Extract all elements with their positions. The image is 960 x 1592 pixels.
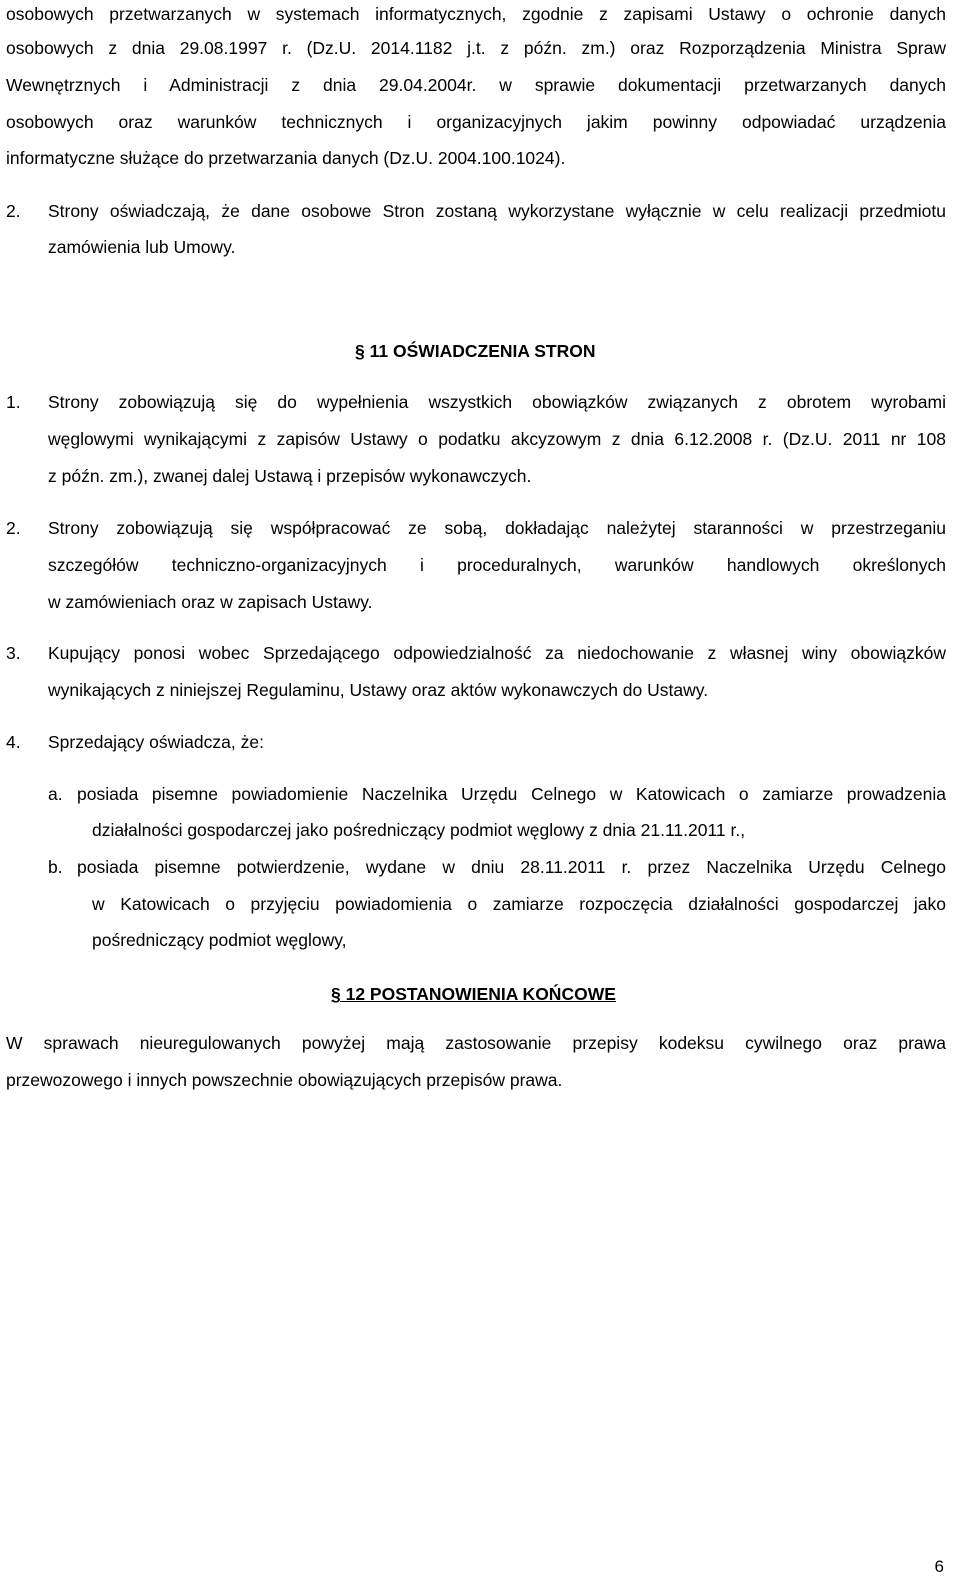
- text-line: szczegółów techniczno-organizacyjnych i proceduralnych, warunków handlowych określonych: [48, 555, 946, 575]
- section-heading: § 12 POSTANOWIENIA KOŃCOWE: [331, 984, 616, 1004]
- item-number: 3.: [6, 643, 21, 663]
- text-line: posiada pisemne powiadomienie Naczelnika Urzędu Celnego w Katowicach o zamiarze prowadzenia: [77, 784, 946, 804]
- subitem-letter: b.: [48, 857, 63, 877]
- text-line: Strony zobowiązują się do wypełnienia wszystkich obowiązków związanych z obrotem wyrobami: [48, 392, 946, 412]
- item-number: 2.: [6, 518, 21, 538]
- text-line: przewozowego i innych powszechnie obowiązujących przepisów prawa.: [6, 1070, 563, 1090]
- text-line: pośredniczący podmiot węglowy,: [92, 930, 347, 950]
- item-number: 2.: [6, 201, 21, 221]
- text-line: wynikających z niniejszej Regulaminu, Ustawy oraz aktów wykonawczych do Ustawy.: [48, 680, 709, 700]
- text-line: osobowych oraz warunków technicznych i organizacyjnych jakim powinny odpowiadać urządzenia: [6, 112, 946, 132]
- text-line: W sprawach nieuregulowanych powyżej mają zastosowanie przepisy kodeksu cywilnego oraz prawa: [6, 1033, 946, 1053]
- page-number: 6: [934, 1557, 944, 1576]
- text-line: działalności gospodarczej jako pośredniczący podmiot węglowy z dnia 21.11.2011 r.,: [92, 820, 746, 840]
- text-line: Kupujący ponosi wobec Sprzedającego odpowiedzialność za niedochowanie z własnej winy obowiązków: [48, 643, 946, 663]
- text-line: Wewnętrznych i Administracji z dnia 29.04.2004r. w sprawie dokumentacji przetwarzanych danych: [6, 75, 946, 95]
- text-line: informatyczne służące do przetwarzania danych (Dz.U. 2004.100.1024).: [6, 148, 566, 168]
- text-line: z późn. zm.), zwanej dalej Ustawą i przepisów wykonawczych.: [48, 466, 532, 486]
- text-line: w zamówieniach oraz w zapisach Ustawy.: [48, 592, 373, 612]
- text-line: zamówienia lub Umowy.: [48, 237, 236, 257]
- text-line: posiada pisemne potwierdzenie, wydane w dniu 28.11.2011 r. przez Naczelnika Urzędu Celnego: [77, 857, 946, 877]
- text-line: Strony zobowiązują się współpracować ze sobą, dokładając należytej staranności w przestrzeganiu: [48, 518, 946, 538]
- subitem-letter: a.: [48, 784, 63, 804]
- text-line: w Katowicach o przyjęciu powiadomienia o zamiarze rozpoczęcia działalności gospodarczej jako: [92, 894, 946, 914]
- text-line: węglowymi wynikającymi z zapisów Ustawy o podatku akcyzowym z dnia 6.12.2008 r. (Dz.U. 2011 nr 108: [48, 429, 946, 449]
- item-number: 4.: [6, 732, 21, 752]
- item-number: 1.: [6, 392, 21, 412]
- text-line: osobowych przetwarzanych w systemach informatycznych, zgodnie z zapisami Ustawy o ochronie danych: [6, 4, 946, 24]
- text-line: osobowych z dnia 29.08.1997 r. (Dz.U. 2014.1182 j.t. z późn. zm.) oraz Rozporządzenia Ministra Spraw: [6, 38, 946, 58]
- section-heading: § 11 OŚWIADCZENIA STRON: [355, 341, 596, 361]
- text-line: Strony oświadczają, że dane osobowe Stron zostaną wykorzystane wyłącznie w celu realizacji przedmiotu: [48, 201, 946, 221]
- text-line: Sprzedający oświadcza, że:: [48, 732, 264, 752]
